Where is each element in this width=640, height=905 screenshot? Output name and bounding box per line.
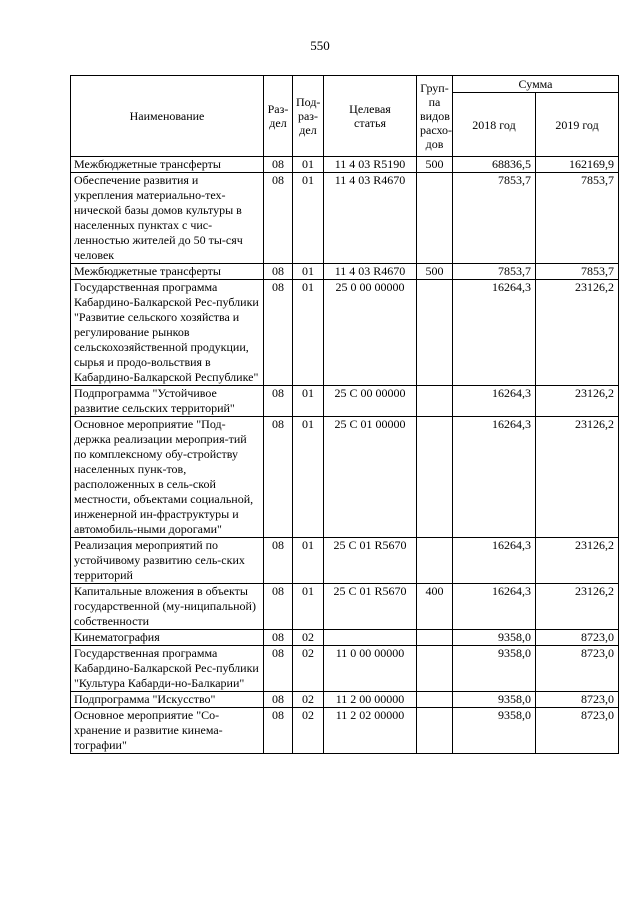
row-sum-2018: 16264,3 bbox=[453, 584, 536, 630]
row-sum-2019: 23126,2 bbox=[536, 386, 619, 417]
row-sum-2019: 7853,7 bbox=[536, 264, 619, 280]
row-target-article bbox=[324, 630, 417, 646]
row-target-article: 25 С 01 R5670 bbox=[324, 584, 417, 630]
row-sum-2019: 23126,2 bbox=[536, 417, 619, 538]
row-sum-2018: 9358,0 bbox=[453, 692, 536, 708]
row-name: Обеспечение развития и укрепления материально-тех-нической базы домов культуры в населенных пунктах с чис-ленностью жителей до 50 ты-сяч человек bbox=[71, 173, 264, 264]
table-row bbox=[71, 692, 619, 708]
row-sum-2018: 16264,3 bbox=[453, 280, 536, 386]
row-sum-2019: 8723,0 bbox=[536, 708, 619, 754]
table-row bbox=[71, 584, 619, 630]
row-section: 08 bbox=[264, 386, 293, 417]
row-target-article: 25 С 00 00000 bbox=[324, 386, 417, 417]
header-subsection: Под- раз- дел bbox=[293, 76, 324, 157]
row-name: Межбюджетные трансферты bbox=[71, 264, 264, 280]
row-sum-2018: 7853,7 bbox=[453, 173, 536, 264]
row-subsection: 01 bbox=[293, 157, 324, 173]
row-sum-2019: 7853,7 bbox=[536, 173, 619, 264]
row-target-article: 11 4 03 R5190 bbox=[324, 157, 417, 173]
header-year-2019: 2019 год bbox=[536, 93, 619, 157]
row-sum-2019: 23126,2 bbox=[536, 584, 619, 630]
row-sum-2019: 23126,2 bbox=[536, 538, 619, 584]
table-row bbox=[71, 173, 619, 264]
row-target-article: 11 4 03 R4670 bbox=[324, 173, 417, 264]
row-section: 08 bbox=[264, 692, 293, 708]
row-name: Основное мероприятие "Под-держка реализации мероприя-тий по комплексному обу-стройству населенных пунк-тов, расположенных в сель-ской местности, объектами социальной, инженерной ин-фраструктуры и автомобиль-ными дорогами" bbox=[71, 417, 264, 538]
row-subsection: 02 bbox=[293, 646, 324, 692]
row-target-article: 11 0 00 00000 bbox=[324, 646, 417, 692]
table-row bbox=[71, 630, 619, 646]
row-expense-group: 500 bbox=[417, 264, 453, 280]
row-expense-group bbox=[417, 692, 453, 708]
row-name: Реализация мероприятий по устойчивому развитию сель-ских территорий bbox=[71, 538, 264, 584]
row-sum-2018: 9358,0 bbox=[453, 630, 536, 646]
row-sum-2018: 16264,3 bbox=[453, 538, 536, 584]
row-sum-2019: 8723,0 bbox=[536, 630, 619, 646]
row-name: Межбюджетные трансферты bbox=[71, 157, 264, 173]
row-expense-group: 500 bbox=[417, 157, 453, 173]
row-expense-group bbox=[417, 386, 453, 417]
row-target-article: 25 0 00 00000 bbox=[324, 280, 417, 386]
row-expense-group bbox=[417, 417, 453, 538]
row-name: Подпрограмма "Устойчивое развитие сельских территорий" bbox=[71, 386, 264, 417]
row-subsection: 01 bbox=[293, 584, 324, 630]
row-target-article: 11 2 02 00000 bbox=[324, 708, 417, 754]
row-sum-2018: 68836,5 bbox=[453, 157, 536, 173]
row-subsection: 01 bbox=[293, 386, 324, 417]
table-row bbox=[71, 157, 619, 173]
header-section: Раз- дел bbox=[264, 76, 293, 157]
row-subsection: 01 bbox=[293, 173, 324, 264]
row-sum-2018: 16264,3 bbox=[453, 417, 536, 538]
row-subsection: 01 bbox=[293, 417, 324, 538]
row-section: 08 bbox=[264, 646, 293, 692]
table-row bbox=[71, 280, 619, 386]
table-row bbox=[71, 264, 619, 280]
row-target-article: 11 2 00 00000 bbox=[324, 692, 417, 708]
page-number: 550 bbox=[310, 38, 330, 53]
row-subsection: 01 bbox=[293, 264, 324, 280]
row-name: Кинематография bbox=[71, 630, 264, 646]
header-target-article: Целевая статья bbox=[324, 76, 417, 157]
row-sum-2019: 23126,2 bbox=[536, 280, 619, 386]
row-section: 08 bbox=[264, 630, 293, 646]
row-section: 08 bbox=[264, 538, 293, 584]
row-section: 08 bbox=[264, 264, 293, 280]
row-sum-2019: 8723,0 bbox=[536, 692, 619, 708]
row-sum-2019: 162169,9 bbox=[536, 157, 619, 173]
table-row bbox=[71, 708, 619, 754]
row-target-article: 11 4 03 R4670 bbox=[324, 264, 417, 280]
table-header bbox=[71, 76, 619, 157]
row-target-article: 25 С 01 R5670 bbox=[324, 538, 417, 584]
row-section: 08 bbox=[264, 584, 293, 630]
row-expense-group bbox=[417, 538, 453, 584]
row-subsection: 01 bbox=[293, 280, 324, 386]
row-section: 08 bbox=[264, 157, 293, 173]
header-year-2018: 2018 год bbox=[453, 93, 536, 157]
row-target-article: 25 С 01 00000 bbox=[324, 417, 417, 538]
row-section: 08 bbox=[264, 280, 293, 386]
table-body bbox=[71, 157, 619, 754]
row-subsection: 02 bbox=[293, 630, 324, 646]
table-row bbox=[71, 417, 619, 538]
row-section: 08 bbox=[264, 708, 293, 754]
header-expense-group: Груп- па видов расхо- дов bbox=[417, 76, 453, 157]
row-section: 08 bbox=[264, 417, 293, 538]
row-name: Основное мероприятие "Со-хранение и развитие кинема-тографии" bbox=[71, 708, 264, 754]
row-section: 08 bbox=[264, 173, 293, 264]
row-sum-2018: 16264,3 bbox=[453, 386, 536, 417]
row-sum-2018: 9358,0 bbox=[453, 708, 536, 754]
row-subsection: 02 bbox=[293, 692, 324, 708]
row-expense-group bbox=[417, 708, 453, 754]
row-sum-2018: 7853,7 bbox=[453, 264, 536, 280]
header-sum: Сумма bbox=[453, 76, 619, 93]
row-expense-group bbox=[417, 173, 453, 264]
row-expense-group bbox=[417, 646, 453, 692]
row-name: Государственная программа Кабардино-Балкарской Рес-публики "Культура Кабарди-но-Балкарии" bbox=[71, 646, 264, 692]
row-name: Капитальные вложения в объекты государственной (му-ниципальной) собственности bbox=[71, 584, 264, 630]
table-row bbox=[71, 646, 619, 692]
budget-table bbox=[70, 75, 619, 754]
row-sum-2019: 8723,0 bbox=[536, 646, 619, 692]
header-name: Наименование bbox=[71, 76, 264, 157]
row-name: Государственная программа Кабардино-Балкарской Рес-публики "Развитие сельского хозяйства и регулирование рынков сельскохозяйственной продукции, сырья и продо-вольствия в Кабардино-Балкарской Республике" bbox=[71, 280, 264, 386]
table-row bbox=[71, 538, 619, 584]
table-row bbox=[71, 386, 619, 417]
row-sum-2018: 9358,0 bbox=[453, 646, 536, 692]
row-expense-group bbox=[417, 630, 453, 646]
row-expense-group: 400 bbox=[417, 584, 453, 630]
row-subsection: 01 bbox=[293, 538, 324, 584]
row-expense-group bbox=[417, 280, 453, 386]
row-name: Подпрограмма "Искусство" bbox=[71, 692, 264, 708]
row-subsection: 02 bbox=[293, 708, 324, 754]
